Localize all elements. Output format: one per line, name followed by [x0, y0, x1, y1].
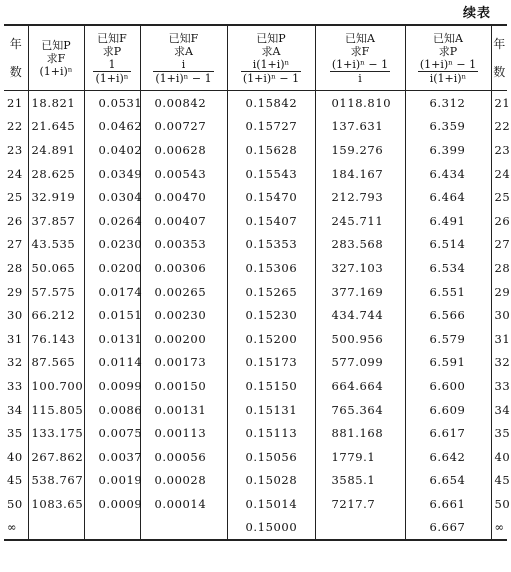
table-row	[4, 185, 507, 209]
header-col-p-to-f	[28, 25, 84, 91]
f-to-a-cell	[140, 516, 227, 541]
p-to-f-cell: 57.575	[28, 280, 84, 304]
header-col4-line1: 已知P	[256, 31, 286, 45]
header-col2-line2: 求P	[102, 44, 122, 58]
p-to-a-cell: 0.15200	[227, 327, 315, 351]
f-to-a-cell: 0.00150	[140, 374, 227, 398]
p-to-a-cell: 0.15306	[227, 256, 315, 280]
a-to-p-cell: 6.617	[405, 421, 491, 445]
f-to-p-cell	[84, 516, 140, 541]
table-row	[4, 233, 507, 257]
p-to-f-cell: 43.535	[28, 233, 84, 257]
a-to-p-cell: 6.609	[405, 398, 491, 422]
header-col-f-to-a	[140, 25, 227, 91]
table-row	[4, 351, 507, 375]
table-row	[4, 280, 507, 304]
f-to-a-cell: 0.00056	[140, 445, 227, 469]
year-cell: 45	[7, 473, 23, 488]
f-to-a-cell: 0.00230	[140, 303, 227, 327]
header-col4-line2: 求A	[261, 44, 281, 58]
table-row	[4, 516, 507, 541]
table-row	[4, 256, 507, 280]
header-col5-denominator: i	[358, 71, 362, 85]
p-to-f-cell	[28, 516, 84, 541]
header-col2-numerator: 1	[93, 58, 130, 72]
a-to-f-cell: 500.956	[315, 327, 405, 351]
f-to-p-cell: 0.0009	[84, 492, 140, 516]
table-caption: 续表	[462, 6, 491, 21]
year-cell-right: 50	[491, 492, 507, 516]
table-body	[4, 91, 511, 541]
f-to-a-cell: 0.00265	[140, 280, 227, 304]
f-to-p-cell: 0.0151	[84, 303, 140, 327]
f-to-p-cell: 0.0200	[84, 256, 140, 280]
p-to-f-cell: 18.821	[28, 91, 84, 115]
table-row	[4, 91, 507, 115]
f-to-p-cell: 0.0264	[84, 209, 140, 233]
p-to-f-cell: 267.862	[28, 445, 84, 469]
table-row	[4, 445, 507, 469]
f-to-p-cell: 0.0531	[84, 91, 140, 115]
interest-factor-table	[4, 24, 511, 541]
year-cell-right: 23	[491, 138, 507, 162]
a-to-f-cell: 0118.810	[315, 91, 405, 115]
header-col4-fraction	[241, 58, 301, 85]
header-col3-denominator: (1+i)ⁿ − 1	[155, 71, 212, 85]
f-to-a-cell: 0.00353	[140, 233, 227, 257]
f-to-a-cell: 0.00113	[140, 421, 227, 445]
p-to-f-cell: 1083.65	[28, 492, 84, 516]
f-to-a-cell: 0.00470	[140, 185, 227, 209]
p-to-a-cell: 0.15056	[227, 445, 315, 469]
year-cell: 21	[7, 95, 23, 110]
table-row	[4, 162, 507, 186]
a-to-f-cell: 184.167	[315, 162, 405, 186]
header-col6-numerator: (1+i)ⁿ − 1	[419, 57, 477, 71]
f-to-p-cell: 0.0304	[84, 185, 140, 209]
year-cell-right: 31	[491, 327, 507, 351]
year-header-right: 年数	[491, 25, 507, 91]
a-to-p-cell: 6.579	[405, 327, 491, 351]
p-to-a-cell: 0.15407	[227, 209, 315, 233]
header-col4-denominator: (1+i)ⁿ − 1	[242, 71, 300, 85]
p-to-a-cell: 0.15230	[227, 303, 315, 327]
a-to-p-cell: 6.399	[405, 138, 491, 162]
table-row	[4, 492, 507, 516]
year-cell: 32	[7, 355, 23, 370]
a-to-p-cell: 6.491	[405, 209, 491, 233]
header-row	[4, 25, 507, 91]
table-row	[4, 138, 507, 162]
a-to-p-cell: 6.464	[405, 185, 491, 209]
header-col2-line1: 已知F	[97, 31, 127, 45]
table-row	[4, 421, 507, 445]
a-to-f-cell: 1779.1	[315, 445, 405, 469]
header-col-a-to-p	[405, 25, 491, 91]
year-cell: 33	[7, 378, 23, 393]
year-cell: ∞	[7, 520, 18, 535]
year-cell-right: 34	[491, 398, 507, 422]
table-row	[4, 303, 507, 327]
f-to-p-cell: 0.0099	[84, 374, 140, 398]
f-to-p-cell: 0.0230	[84, 233, 140, 257]
table-row	[4, 374, 507, 398]
header-col5-fraction	[330, 58, 390, 85]
a-to-p-cell: 6.312	[405, 91, 491, 115]
a-to-p-cell: 6.654	[405, 469, 491, 493]
p-to-a-cell: 0.15173	[227, 351, 315, 375]
a-to-f-cell: 159.276	[315, 138, 405, 162]
a-to-p-cell: 6.566	[405, 303, 491, 327]
f-to-a-cell: 0.00306	[140, 256, 227, 280]
header-col5-line2: 求F	[350, 44, 370, 58]
p-to-a-cell: 0.15131	[227, 398, 315, 422]
a-to-f-cell: 577.099	[315, 351, 405, 375]
f-to-p-cell: 0.0131	[84, 327, 140, 351]
f-to-a-cell: 0.00727	[140, 115, 227, 139]
year-cell: 40	[7, 449, 23, 464]
header-col2-fraction	[93, 58, 130, 85]
p-to-a-cell: 0.15470	[227, 185, 315, 209]
header-col5-numerator: (1+i)ⁿ − 1	[331, 57, 389, 71]
header-col1-formula: (1+i)ⁿ	[39, 64, 73, 78]
year-cell: 31	[7, 331, 23, 346]
year-cell: 29	[7, 284, 23, 299]
header-col1-line1: 已知P	[41, 38, 71, 52]
a-to-f-cell: 212.793	[315, 185, 405, 209]
f-to-a-cell: 0.00173	[140, 351, 227, 375]
header-col3-numerator: i	[153, 58, 213, 72]
a-to-f-cell: 434.744	[315, 303, 405, 327]
table-row	[4, 398, 507, 422]
p-to-f-cell: 50.065	[28, 256, 84, 280]
p-to-a-cell: 0.15113	[227, 421, 315, 445]
year-cell-right: 29	[491, 280, 507, 304]
year-cell: 30	[7, 308, 23, 323]
table-row	[4, 115, 507, 139]
a-to-p-cell: 6.534	[405, 256, 491, 280]
header-col-a-to-f	[315, 25, 405, 91]
year-cell: 24	[7, 166, 23, 181]
a-to-f-cell: 765.364	[315, 398, 405, 422]
a-to-p-cell: 6.434	[405, 162, 491, 186]
p-to-a-cell: 0.15014	[227, 492, 315, 516]
f-to-a-cell: 0.00628	[140, 138, 227, 162]
a-to-p-cell: 6.667	[405, 516, 491, 541]
a-to-p-cell: 6.661	[405, 492, 491, 516]
table-row	[4, 327, 507, 351]
year-cell-right: 24	[491, 162, 507, 186]
f-to-a-cell: 0.00407	[140, 209, 227, 233]
f-to-a-cell: 0.00842	[140, 91, 227, 115]
year-cell: 27	[7, 237, 23, 252]
f-to-a-cell: 0.00131	[140, 398, 227, 422]
p-to-a-cell: 0.15353	[227, 233, 315, 257]
header-col6-line1: 已知A	[433, 31, 463, 45]
header-col6-fraction	[418, 58, 478, 85]
f-to-p-cell: 0.0037	[84, 445, 140, 469]
header-col6-denominator: i(1+i)ⁿ	[429, 71, 467, 85]
year-cell-right: 22	[491, 115, 507, 139]
header-col2-denominator: (1+i)ⁿ	[95, 71, 129, 85]
a-to-f-cell: 327.103	[315, 256, 405, 280]
a-to-f-cell: 664.664	[315, 374, 405, 398]
p-to-a-cell: 0.15842	[227, 91, 315, 115]
p-to-a-cell: 0.15000	[227, 516, 315, 541]
f-to-p-cell: 0.0462	[84, 115, 140, 139]
f-to-a-cell: 0.00543	[140, 162, 227, 186]
header-col1-line2: 求F	[46, 51, 66, 65]
p-to-f-cell: 115.805	[28, 398, 84, 422]
year-cell-right: 27	[491, 233, 507, 257]
year-cell-right: 40	[491, 445, 507, 469]
f-to-p-cell: 0.0075	[84, 421, 140, 445]
a-to-f-cell: 3585.1	[315, 469, 405, 493]
year-cell-right: ∞	[491, 516, 507, 541]
year-cell: 28	[7, 260, 23, 275]
header-col5-line1: 已知A	[345, 31, 375, 45]
year-cell-right: 35	[491, 421, 507, 445]
p-to-a-cell: 0.15727	[227, 115, 315, 139]
f-to-p-cell: 0.0174	[84, 280, 140, 304]
p-to-f-cell: 28.625	[28, 162, 84, 186]
year-cell: 25	[7, 190, 23, 205]
f-to-p-cell: 0.0402	[84, 138, 140, 162]
p-to-f-cell: 32.919	[28, 185, 84, 209]
year-cell: 22	[7, 119, 23, 134]
year-cell: 34	[7, 402, 23, 417]
f-to-p-cell: 0.0019	[84, 469, 140, 493]
p-to-a-cell: 0.15628	[227, 138, 315, 162]
a-to-f-cell: 7217.7	[315, 492, 405, 516]
a-to-p-cell: 6.642	[405, 445, 491, 469]
p-to-f-cell: 133.175	[28, 421, 84, 445]
p-to-a-cell: 0.15150	[227, 374, 315, 398]
year-cell-right: 28	[491, 256, 507, 280]
a-to-f-cell: 137.631	[315, 115, 405, 139]
year-cell-right: 33	[491, 374, 507, 398]
p-to-f-cell: 87.565	[28, 351, 84, 375]
year-cell-right: 32	[491, 351, 507, 375]
year-cell-right: 45	[491, 469, 507, 493]
year-cell: 50	[7, 496, 23, 511]
f-to-a-cell: 0.00200	[140, 327, 227, 351]
p-to-f-cell: 538.767	[28, 469, 84, 493]
year-cell-right: 26	[491, 209, 507, 233]
p-to-f-cell: 66.212	[28, 303, 84, 327]
header-col4-numerator: i(1+i)ⁿ	[241, 58, 301, 72]
p-to-a-cell: 0.15265	[227, 280, 315, 304]
p-to-a-cell: 0.15028	[227, 469, 315, 493]
header-col3-fraction	[153, 58, 213, 85]
p-to-f-cell: 100.700	[28, 374, 84, 398]
a-to-f-cell: 881.168	[315, 421, 405, 445]
a-to-p-cell: 6.591	[405, 351, 491, 375]
header-col3-line1: 已知F	[168, 31, 199, 45]
table-row	[4, 209, 507, 233]
f-to-a-cell: 0.00028	[140, 469, 227, 493]
p-to-f-cell: 24.891	[28, 138, 84, 162]
a-to-p-cell: 6.514	[405, 233, 491, 257]
header-col-f-to-p	[84, 25, 140, 91]
a-to-p-cell: 6.551	[405, 280, 491, 304]
f-to-p-cell: 0.0349	[84, 162, 140, 186]
a-to-p-cell: 6.359	[405, 115, 491, 139]
a-to-f-cell: 283.568	[315, 233, 405, 257]
p-to-f-cell: 21.645	[28, 115, 84, 139]
year-cell: 35	[7, 426, 23, 441]
table-row	[4, 469, 507, 493]
p-to-f-cell: 37.857	[28, 209, 84, 233]
p-to-a-cell: 0.15543	[227, 162, 315, 186]
f-to-p-cell: 0.0086	[84, 398, 140, 422]
p-to-f-cell: 76.143	[28, 327, 84, 351]
header-col3-line2: 求A	[174, 44, 193, 58]
year-cell-right: 25	[491, 185, 507, 209]
year-header: 年数	[4, 25, 28, 91]
f-to-p-cell: 0.0114	[84, 351, 140, 375]
header-col-p-to-a	[227, 25, 315, 91]
a-to-p-cell: 6.600	[405, 374, 491, 398]
a-to-f-cell: 377.169	[315, 280, 405, 304]
a-to-f-cell	[315, 516, 405, 541]
year-cell-right: 21	[491, 91, 507, 115]
year-cell-right: 30	[491, 303, 507, 327]
f-to-a-cell: 0.00014	[140, 492, 227, 516]
a-to-f-cell: 245.711	[315, 209, 405, 233]
header-col6-line2: 求P	[438, 44, 458, 58]
year-cell: 23	[7, 142, 23, 157]
year-cell: 26	[7, 213, 23, 228]
